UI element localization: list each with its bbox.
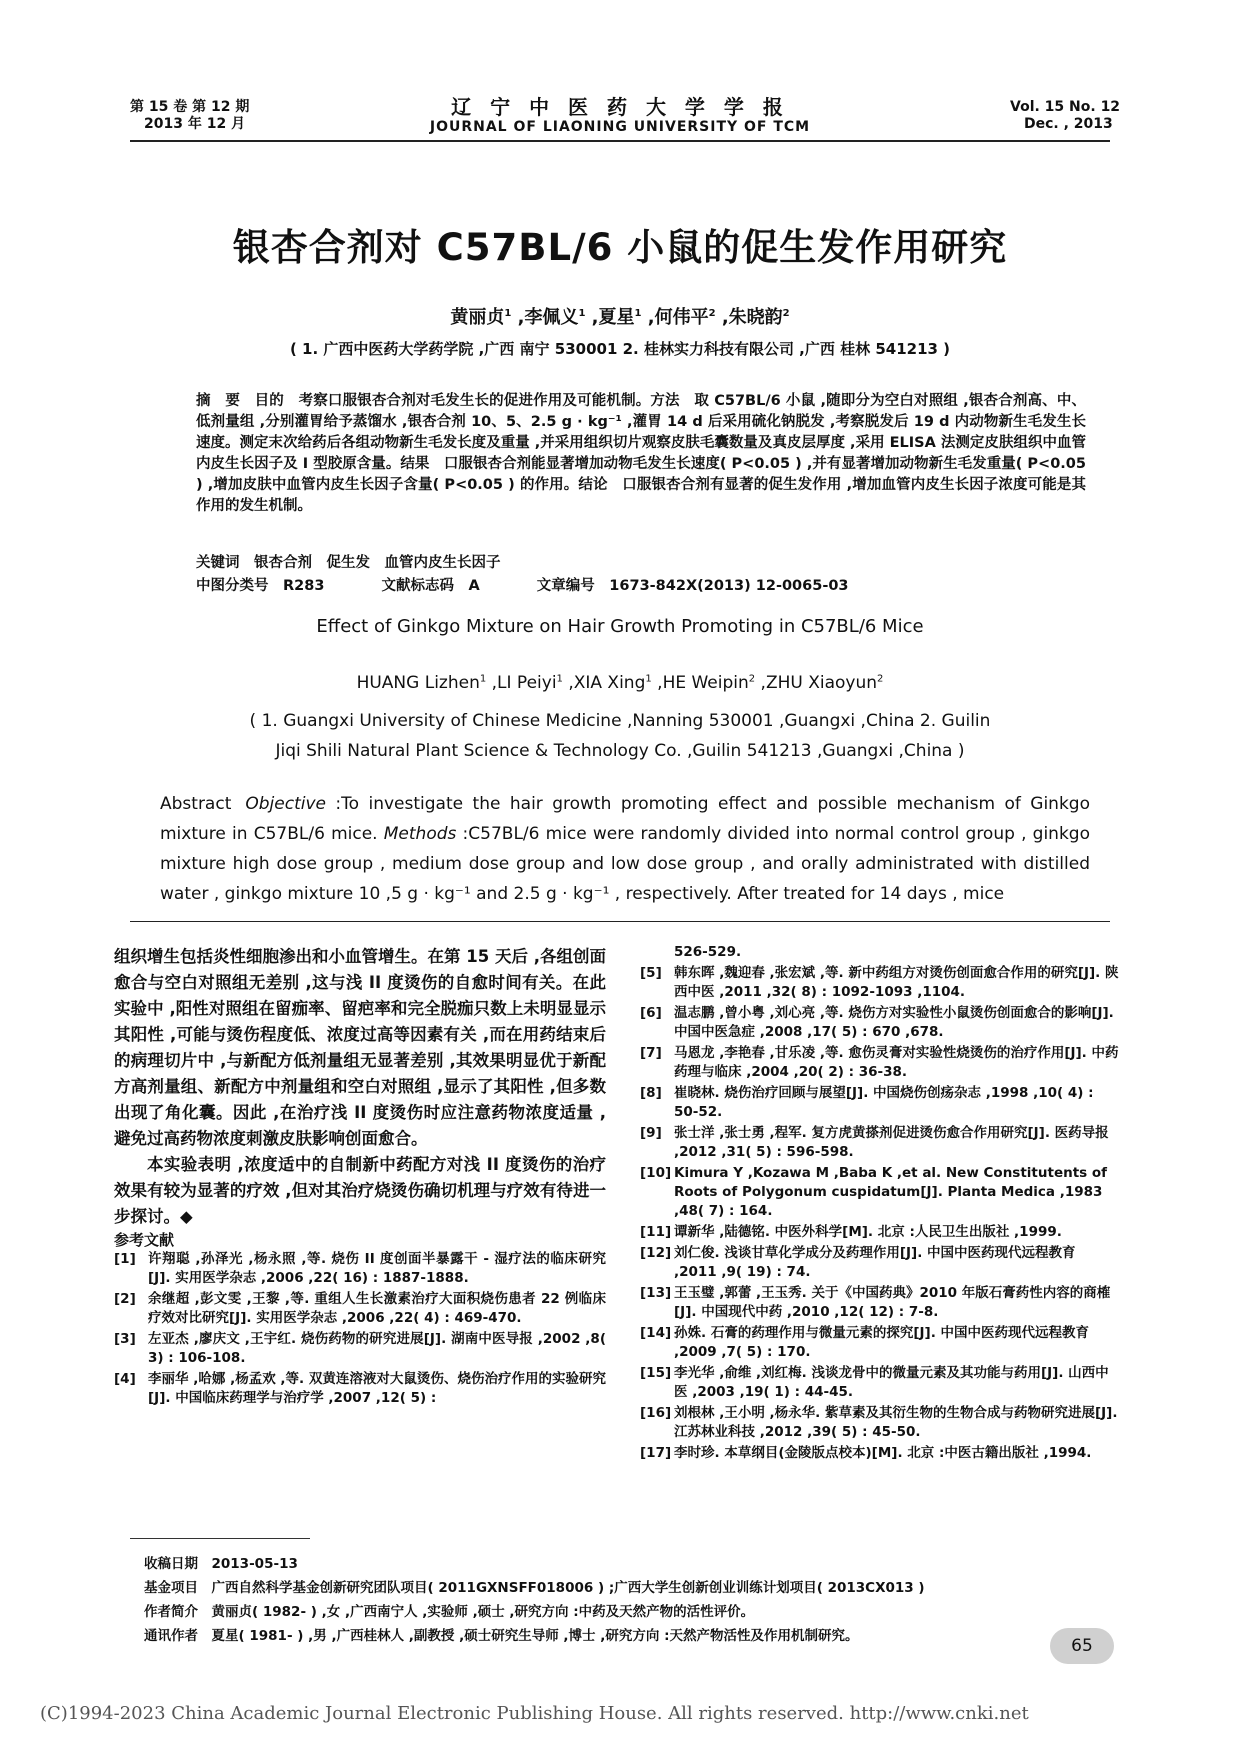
author-affiliation-marker: 2 bbox=[708, 308, 716, 319]
reference-item bbox=[640, 1084, 1120, 1122]
body-paragraph: 本实验表明 ,浓度适中的自制新中药配方对浅 II 度烫伤的治疗效果有较为显著的疗效 ,但对其治疗烧烫伤确切机理与疗效有待进一步探讨。◆ bbox=[114, 1155, 606, 1226]
reference-number: [14] bbox=[640, 1325, 672, 1341]
author-separator: , bbox=[755, 673, 766, 693]
reference-text: 谭新华 ,陆德铭. 中医外科学[M]. 北京 :人民卫生出版社 ,1999. bbox=[674, 1224, 1062, 1240]
references-heading: 参考文献 bbox=[114, 1231, 175, 1249]
reference-list-left bbox=[114, 1250, 606, 1408]
author-separator: , bbox=[562, 673, 574, 693]
reference-text: 王玉璧 ,郭蕾 ,王玉秀. 关于《中国药典》2010 年版石膏药性内容的商榷[J]. 中国现代中药 ,2010 ,12( 12) : 7-8. bbox=[674, 1285, 1111, 1320]
reference-text: 崔晓林. 烧伤治疗回顾与展望[J]. 中国烧伤创疡杂志 ,1998 ,10( 4) : 50-52. bbox=[674, 1085, 1094, 1120]
affiliations-cn: ( 1. 广西中医药大学药学院 ,广西 南宁 530001 2. 桂林实力科技有限公司 ,广西 桂林 541213 ) bbox=[289, 340, 951, 358]
affiliation-en-line: Jiqi Shili Natural Plant Science & Technology Co. ,Guilin 541213 ,Guangxi ,China ) bbox=[275, 741, 965, 761]
reference-item bbox=[640, 1004, 1120, 1042]
reference-item bbox=[640, 1164, 1120, 1221]
reference-number: [11] bbox=[640, 1224, 672, 1240]
header-issue-en bbox=[1010, 99, 1120, 133]
corresponding-author: 通讯作者 夏星( 1981- ) ,男 ,广西桂林人 ,副教授 ,硕士研究生导师 ,博士 ,研究方向 :天然产物活性及作用机制研究。 bbox=[144, 1628, 859, 1644]
author-affiliation-marker: 1 bbox=[634, 308, 642, 319]
reference-text: 马恩龙 ,李艳春 ,甘乐凌 ,等. 愈伤灵膏对实验性烧烫伤的治疗作用[J]. 中药药理与临床 ,2004 ,20( 2) : 36-38. bbox=[674, 1045, 1119, 1080]
author-separator: , bbox=[486, 673, 498, 693]
reference-number: [16] bbox=[640, 1405, 672, 1421]
header-date-en: Dec. , 2013 bbox=[1024, 116, 1113, 132]
objective-text: :To investigate the hair growth promoting effect and possible mechanism of Ginkgo mixture in C57BL/6 mice. bbox=[160, 794, 1090, 844]
affiliation-en-line: ( 1. Guangxi University of Chinese Medicine ,Nanning 530001 ,Guangxi ,China 2. Guilin bbox=[249, 711, 991, 731]
reference-item bbox=[114, 1330, 606, 1368]
reference-text: 526-529. bbox=[674, 944, 742, 960]
body-left-column bbox=[114, 944, 606, 1410]
article-title-en: Effect of Ginkgo Mixture on Hair Growth Promoting in C57BL/6 Mice bbox=[316, 616, 924, 637]
author-name: LI Peiyi bbox=[497, 673, 557, 693]
journal-name bbox=[300, 96, 940, 136]
received-date: 收稿日期 2013-05-13 bbox=[144, 1556, 298, 1572]
reference-text: 李时珍. 本草纲目(金陵版点校本)[M]. 北京 :中医古籍出版社 ,1994. bbox=[674, 1445, 1092, 1461]
funding: 基金项目 广西自然科学基金创新研究团队项目( 2011GXNSFF018006 ) ;广西大学生创新创业训练计划项目( 2013CX013 ) bbox=[144, 1580, 925, 1596]
reference-item bbox=[640, 1244, 1120, 1282]
header-volume-en: Vol. 15 No. 12 bbox=[1010, 99, 1121, 115]
author-list bbox=[130, 303, 1110, 329]
journal-name-cn: 辽 宁 中 医 药 大 学 学 报 bbox=[451, 95, 789, 119]
author-name: ZHU Xiaoyun bbox=[765, 673, 878, 693]
document-code: 文献标志码 A bbox=[381, 578, 480, 594]
author-name: 朱晓韵 bbox=[728, 307, 783, 328]
author-affiliation-marker: 1 bbox=[556, 673, 563, 685]
reference-number: [6] bbox=[640, 1005, 662, 1021]
reference-number: [7] bbox=[640, 1045, 662, 1061]
header-date-cn: 2013 年 12 月 bbox=[144, 116, 246, 132]
reference-text: 刘根林 ,王小明 ,杨永华. 紫草素及其衍生物的生物合成与药物研究进展[J]. 江苏林业科技 ,2012 ,39( 5) : 45-50. bbox=[674, 1405, 1118, 1440]
reference-number: [5] bbox=[640, 965, 662, 981]
reference-item bbox=[640, 943, 1120, 962]
footnote-rule bbox=[130, 1538, 310, 1539]
reference-item bbox=[640, 1124, 1120, 1162]
reference-text: 刘仁俊. 浅谈甘草化学成分及药理作用[J]. 中国中医药现代远程教育 ,2011 ,9( 19) : 74. bbox=[674, 1245, 1076, 1280]
author-affiliation-marker: 2 bbox=[877, 673, 884, 685]
copyright-notice: (C)1994-2023 China Academic Journal Electronic Publishing House. All rights reserved. http://www.cnki.net bbox=[40, 1703, 1029, 1724]
article-number: 文章编号 1673-842X(2013) 12-0065-03 bbox=[536, 578, 849, 594]
affiliations-en bbox=[200, 706, 1040, 766]
author-separator: , bbox=[715, 307, 729, 328]
reference-number: [1] bbox=[114, 1251, 136, 1267]
reference-text: 余继超 ,彭文雯 ,王黎 ,等. 重组人生长激素治疗大面积烧伤患者 22 例临床疗效对比研究[J]. 实用医学杂志 ,2006 ,22( 4) : 469-470. bbox=[148, 1291, 606, 1326]
methods-label: Methods bbox=[383, 824, 457, 844]
author-name: HUANG Lizhen bbox=[356, 673, 480, 693]
reference-number: [8] bbox=[640, 1085, 662, 1101]
abstract-cn: 摘 要 目的 考察口服银杏合剂对毛发生长的促进作用及可能机制。方法 取 C57BL/6 小鼠 ,随即分为空白对照组 ,银杏合剂高、中、低剂量组 ,分别灌胃给予蒸馏水 ,银杏合剂 10、5、2.5 g · kg⁻¹ ,灌胃 14 d 后采用硫化钠脱发 ,考察脱发后 19 d 内动物新生毛发生长速度。测定末次给药后各组动物新生毛发长度及重量 ,并采用组织切片观察皮肤毛囊数量及真皮层厚度 ,采用 ELISA 法测定皮肤组织中血管内皮生长因子及 I 型胶原含量。结果 口服银杏合剂能显著增加动物毛发生长速度( P<0.05 ) ,并有显著增加动物新生毛发重量( P<0.05 ) ,增加皮肤中血管内皮生长因子含量( P<0.05 ) 的作用。结论 口服银杏合剂有显著的促生发作用 ,增加血管内皮生长因子浓度可能是其作用的发生机制。 bbox=[196, 393, 1086, 514]
article-title: 银杏合剂对 C57BL/6 小鼠的促生发作用研究 bbox=[232, 226, 1008, 269]
reference-text: 李光华 ,俞维 ,刘红梅. 浅谈龙骨中的微量元素及其功能与药用[J]. 山西中医 ,2003 ,19( 1) : 44-45. bbox=[674, 1365, 1109, 1400]
reference-text: 许翔聪 ,孙泽光 ,杨永照 ,等. 烧伤 II 度创面半暴露干 - 湿疗法的临床研究[J]. 实用医学杂志 ,2006 ,22( 16) : 1887-1888. bbox=[148, 1251, 606, 1286]
reference-number: [3] bbox=[114, 1331, 136, 1347]
author-bio: 作者简介 黄丽贞( 1982- ) ,女 ,广西南宁人 ,实验师 ,硕士 ,研究方向 :中药及天然产物的活性评价。 bbox=[144, 1604, 755, 1620]
author-affiliation-marker: 2 bbox=[748, 673, 756, 685]
keywords: 关键词 银杏合剂 促生发 血管内皮生长因子 bbox=[196, 555, 501, 571]
clc-number: 中图分类号 R283 bbox=[196, 578, 325, 594]
reference-text: 温志鹏 ,曾小粤 ,刘心亮 ,等. 烧伤方对实验性小鼠烫伤创面愈合的影响[J]. 中国中医急症 ,2008 ,17( 5) : 670 ,678. bbox=[674, 1005, 1114, 1040]
reference-item bbox=[114, 1250, 606, 1288]
author-affiliation-marker: 1 bbox=[645, 673, 652, 685]
reference-item bbox=[640, 1223, 1120, 1242]
author-affiliation-marker: 2 bbox=[782, 308, 790, 319]
author-name: 何伟平 bbox=[654, 307, 709, 328]
author-name: 李佩义 bbox=[524, 307, 579, 328]
reference-text: Kimura Y ,Kozawa M ,Baba K ,et al. New Constitutents of Roots of Polygonum cuspidatum[J]. Planta Medica ,1983 ,48( 7) : 164. bbox=[674, 1165, 1108, 1219]
objective-label: Objective bbox=[245, 794, 326, 814]
header-issue-cn bbox=[130, 99, 249, 133]
abstract-en bbox=[160, 789, 1090, 909]
reference-number: [13] bbox=[640, 1285, 672, 1301]
author-separator: , bbox=[511, 307, 525, 328]
author-affiliation-marker: 1 bbox=[578, 308, 586, 319]
reference-item bbox=[640, 964, 1120, 1002]
reference-item bbox=[640, 1444, 1120, 1463]
reference-number: [9] bbox=[640, 1125, 662, 1141]
reference-item bbox=[640, 1404, 1120, 1442]
page-number: 65 bbox=[1050, 1628, 1114, 1664]
footnotes bbox=[144, 1552, 1094, 1648]
reference-text: 左亚杰 ,廖庆文 ,王宇红. 烧伤药物的研究进展[J]. 湖南中医导报 ,2002 ,8( 3) : 106-108. bbox=[148, 1331, 606, 1366]
journal-name-en: JOURNAL OF LIAONING UNIVERSITY OF TCM bbox=[429, 119, 811, 135]
reference-text: 孙姝. 石膏的药理作用与微量元素的探究[J]. 中国中医药现代远程教育 ,2009 ,7( 5) : 170. bbox=[674, 1325, 1090, 1360]
author-name: XIA Xing bbox=[573, 673, 646, 693]
reference-item bbox=[640, 1284, 1120, 1322]
author-separator: , bbox=[641, 307, 655, 328]
reference-item bbox=[640, 1044, 1120, 1082]
reference-item bbox=[114, 1290, 606, 1328]
reference-text: 张士洋 ,张士勇 ,程军. 复方虎黄搽剂促进烫伤愈合作用研究[J]. 医药导报 ,2012 ,31( 5) : 596-598. bbox=[674, 1125, 1109, 1160]
reference-number: [10] bbox=[640, 1165, 672, 1181]
reference-item bbox=[640, 1364, 1120, 1402]
reference-number: [15] bbox=[640, 1365, 672, 1381]
author-name: HE Weipin bbox=[662, 673, 749, 693]
reference-number bbox=[640, 943, 674, 962]
author-separator: , bbox=[651, 673, 663, 693]
body-paragraph: 组织增生包括炎性细胞渗出和小血管增生。在第 15 天后 ,各组创面愈合与空白对照组无差别 ,这与浅 II 度烫伤的自愈时间有关。在此实验中 ,阳性对照组在留痂率、留疤率和完全脱痂只数上未明显显示其阳性 ,可能与烫伤程度低、浓度过高等因素有关 ,而在用药结束后的病理切片中 ,与新配方低剂量组无显著差别 ,其效果明显优于新配方高剂量组、新配方中剂量组和空白对照组 ,显示了其阳性 ,但多数出现了角化囊。因此 ,在治疗浅 II 度烫伤时应注意药物浓度适量 ,避免过高药物浓度刺激皮肤影响创面愈合。 bbox=[114, 947, 606, 1148]
author-separator: , bbox=[585, 307, 599, 328]
reference-number: [2] bbox=[114, 1291, 136, 1307]
reference-text: 李丽华 ,哈娜 ,杨孟欢 ,等. 双黄连溶液对大鼠烫伤、烧伤治疗作用的实验研究[J]. 中国临床药理学与治疗学 ,2007 ,12( 5) : bbox=[148, 1371, 606, 1406]
author-affiliation-marker: 1 bbox=[479, 673, 487, 685]
reference-number: [17] bbox=[640, 1445, 672, 1461]
reference-item bbox=[640, 1324, 1120, 1362]
author-name: 黄丽贞 bbox=[450, 307, 505, 328]
abstract-divider bbox=[130, 921, 1110, 922]
reference-item bbox=[114, 1370, 606, 1408]
author-name: 夏星 bbox=[598, 307, 635, 328]
reference-text: 韩东晖 ,魏迎春 ,张宏斌 ,等. 新中药组方对烫伤创面愈合作用的研究[J]. 陕西中医 ,2011 ,32( 8) : 1092-1093 ,1104. bbox=[674, 965, 1119, 1000]
abstract-label: Abstract bbox=[160, 794, 232, 814]
reference-number: [12] bbox=[640, 1245, 672, 1261]
reference-list-right bbox=[640, 943, 1120, 1465]
header-rule bbox=[130, 140, 1110, 142]
classification-line bbox=[196, 576, 1086, 597]
author-list-en bbox=[130, 673, 1110, 693]
author-affiliation-marker: 1 bbox=[504, 308, 512, 319]
methods-text: :C57BL/6 mice were randomly divided into normal control group , ginkgo mixture high dose group , medium dose group and low dose group , and orally administrated with distilled water , ginkgo mixture 10 ,5 g · kg⁻¹ and 2.5 g · kg⁻¹ , respectively. After treated for 14 days , mice bbox=[160, 824, 1090, 904]
reference-number: [4] bbox=[114, 1371, 136, 1387]
header-volume-cn: 第 15 卷 第 12 期 bbox=[130, 99, 250, 115]
